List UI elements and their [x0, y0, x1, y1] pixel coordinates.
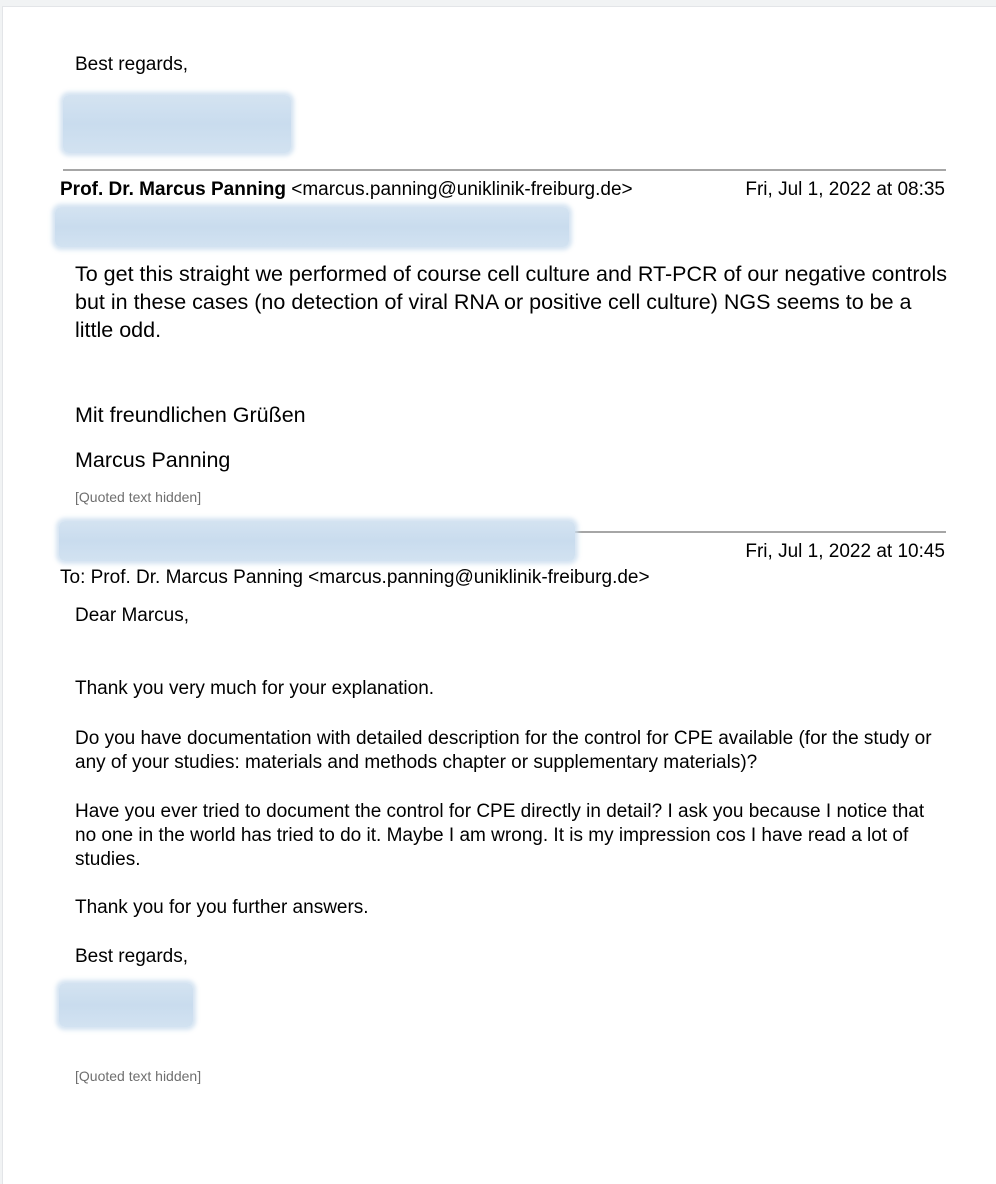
closing-text: Best regards, [75, 54, 188, 75]
sender-signature: Marcus Panning [75, 448, 231, 472]
message-divider [63, 169, 946, 171]
closing-text: Best regards, [75, 946, 188, 967]
body-paragraph: Thank you for you further answers. [75, 897, 369, 918]
to-line: To: Prof. Dr. Marcus Panning <marcus.panning@uniklinik-freiburg.de> [60, 567, 650, 588]
body-paragraph: Have you ever tried to document the control for CPE directly in detail? I ask you because I notice that no one in the world has tried to do it. Maybe I am wrong. It is my impression cos I have read a lot of studies. [75, 801, 925, 870]
message-date: Fri, Jul 1, 2022 at 10:45 [745, 541, 945, 562]
body-paragraph: Thank you very much for your explanation. [75, 678, 435, 699]
salutation: Dear Marcus, [75, 605, 190, 626]
redacted-recipient [55, 207, 569, 247]
greeting-close: Mit freundlichen Grüßen [75, 403, 306, 427]
body-paragraph: To get this straight we performed of course cell culture and RT-PCR of our negative controls but in these cases (no detection of viral RNA or positive cell culture) NGS seems to be a little odd. [75, 262, 947, 342]
message-body [75, 260, 955, 344]
quoted-text-toggle[interactable]: [Quoted text hidden] [75, 489, 202, 505]
redacted-signature [63, 95, 291, 153]
email-thread-page [2, 6, 996, 1184]
sender-name[interactable]: Prof. Dr. Marcus Panning [60, 179, 286, 200]
redacted-sender [59, 521, 575, 561]
quoted-text-toggle[interactable]: [Quoted text hidden] [75, 1068, 202, 1084]
body-paragraph: Do you have documentation with detailed description for the control for CPE available (for the study or any of your studies: materials and methods chapter or supplementary materials)? [75, 728, 932, 773]
message-date: Fri, Jul 1, 2022 at 08:35 [745, 179, 945, 200]
sender-email[interactable]: <marcus.panning@uniklinik-freiburg.de> [291, 179, 633, 200]
redacted-signature [59, 983, 193, 1027]
sender-line [60, 179, 633, 201]
